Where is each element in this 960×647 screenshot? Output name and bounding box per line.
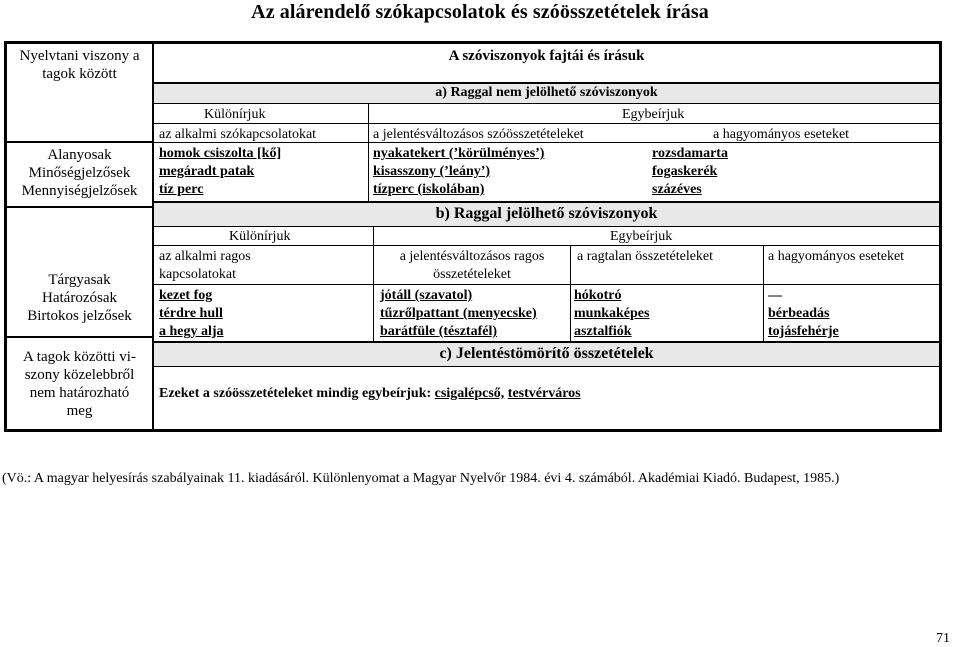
table-header: A szóviszonyok fajtái és írásuk: [448, 48, 645, 64]
section-b-col2-head-line2: összetételeket: [433, 267, 511, 282]
section-b-col3-head: a ragtalan összetételeket: [577, 249, 714, 264]
section-b-col2-head-line1: a jelentésváltozásos ragos: [399, 249, 545, 264]
col-sep-a0: [368, 103, 369, 123]
section-b-col4-head: a hagyományos eseteket: [768, 249, 905, 264]
section-b-col1-item1: kezet fog: [159, 288, 213, 303]
left-divider-1: [7, 141, 152, 143]
section-a-col3-item1: rozsdamarta: [652, 146, 728, 161]
row-line-a1: [154, 103, 939, 104]
section-a-kulonirjuk: Különírjuk: [204, 107, 266, 122]
section-b-title: b) Raggal jelölhető szóviszonyok: [154, 201, 939, 226]
left-group2-line3: Birtokos jelzősek: [27, 308, 132, 324]
row-line-b1: [154, 226, 939, 227]
section-b-col4-item2: bérbeadás: [768, 306, 830, 321]
section-b-col3-item2: munkaképes: [574, 306, 650, 321]
section-b-col2-item2: tűzrőlpattant (menyecske): [380, 306, 537, 321]
citation: (Vö.: A magyar helyesírás szabályainak 11. kiadásáról. Különlenyomat a Magyar Nyelvőr 1984. évi 4. számából. Akadémiai Kiadó. Budapest, 1985.): [2, 471, 840, 486]
section-c-example1: csigalépcső,: [434, 386, 505, 401]
section-b-col4-item3: tojásfehérje: [768, 324, 839, 339]
section-a-col1-item2: megáradt patak: [159, 164, 255, 179]
section-c-text: [159, 385, 581, 402]
section-b-col3-item1: hókotró: [574, 288, 622, 303]
left-group1-line1: Alanyosak: [47, 147, 112, 163]
left-header-line2: tagok között: [42, 66, 117, 82]
left-group2-line2: Határozósak: [42, 290, 117, 306]
section-a-col2-item3: tízperc (iskolában): [373, 182, 485, 197]
row-line-c1: [154, 366, 939, 367]
section-b-col1-head-line2: kapcsolatokat: [159, 267, 236, 282]
section-b-col2-item3: barátfüle (tésztafél): [380, 324, 498, 339]
main-table: [4, 41, 942, 432]
section-a-col2-head: a jelentésváltozásos szóösszetételeket: [373, 127, 584, 142]
row-line-b2: [154, 245, 939, 246]
section-b-col2-item1: jótáll (szavatol): [380, 288, 473, 303]
section-c-sentence: Ezeket a szóösszetételeket mindig egybeírjuk:: [159, 386, 432, 401]
section-c-example2: testvérváros: [507, 386, 581, 401]
col-sep-a1: [368, 123, 369, 201]
left-group1-line3: Mennyiségjelzősek: [21, 183, 138, 199]
page-title: Az alárendelő szókapcsolatok és szóösszetételek írása: [251, 1, 709, 23]
left-group3-line2: szony közelebbről: [24, 367, 135, 383]
row-line-a2: [154, 123, 939, 124]
left-group3-line1: A tagok közötti vi-: [23, 349, 136, 365]
left-group1-line2: Minőségjelzősek: [28, 165, 131, 181]
section-b-col1-item2: térdre hull: [159, 306, 223, 321]
left-group3-line4: meg: [66, 403, 93, 419]
col-sep-b0: [373, 226, 374, 245]
section-b-col3-item3: asztalfiók: [574, 324, 632, 339]
left-column: [7, 44, 154, 429]
left-header-line1: Nyelvtani viszony a: [19, 48, 140, 64]
section-b-col1-head-line1: az alkalmi ragos: [159, 249, 251, 264]
section-b-col1-item3: a hegy alja: [159, 324, 224, 339]
col-sep-b2: [570, 245, 571, 341]
section-a-col1-item3: tíz perc: [159, 182, 204, 197]
section-b-col4-item1: —: [768, 288, 782, 303]
section-b-kulonirjuk: Különírjuk: [229, 229, 291, 244]
left-group2-line1: Tárgyasak: [48, 272, 111, 288]
section-a-col1-item1: homok csiszolta [kő]: [159, 146, 282, 161]
page-number: 71: [936, 631, 950, 646]
section-a-col1-head: az alkalmi szókapcsolatokat: [159, 127, 317, 142]
section-a-col3-head: a hagyományos eseteket: [713, 127, 850, 142]
left-group3-line3: nem határozható: [29, 385, 130, 401]
section-a-title: a) Raggal nem jelölhető szóviszonyok: [154, 82, 939, 103]
section-b-egybeirjuk: Egybeírjuk: [610, 229, 673, 244]
left-divider-3: [7, 336, 152, 338]
section-a-col2-item1: nyakatekert (’körülményes’): [373, 146, 545, 161]
section-a-egybeirjuk: Egybeírjuk: [622, 107, 685, 122]
col-sep-b1: [373, 245, 374, 341]
col-sep-b3: [763, 245, 764, 341]
row-line-a3: [154, 142, 939, 143]
row-line-b3: [154, 284, 939, 285]
section-a-col2-item2: kisasszony (’leány’): [373, 164, 491, 179]
section-a-col3-item3: százéves: [652, 182, 702, 197]
section-c-title: c) Jelentéstömörítő összetételek: [154, 341, 939, 366]
left-divider-2: [7, 206, 152, 208]
section-a-col3-item2: fogaskerék: [652, 164, 718, 179]
